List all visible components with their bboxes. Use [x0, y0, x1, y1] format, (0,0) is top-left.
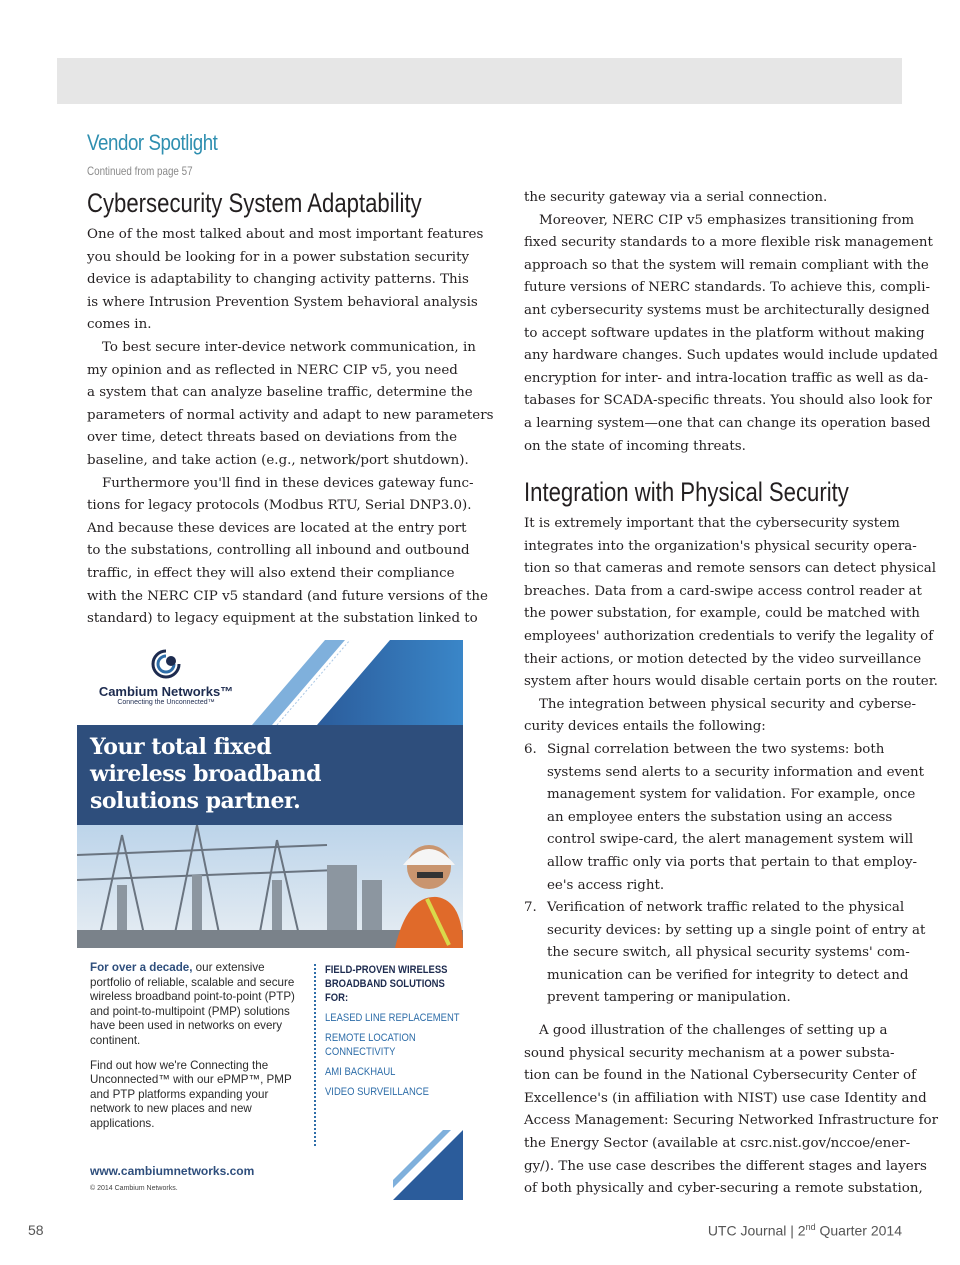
ad-solution-line: VIDEO SURVEILLANCE	[325, 1086, 429, 1098]
text-line: comes in.	[87, 317, 152, 333]
ad-solution-item	[325, 1011, 460, 1025]
text-line: curity devices entails the following:	[524, 719, 766, 735]
text-line: sound physical security mechanism at a power substa-	[524, 1045, 895, 1061]
text-line: encryption for inter- and intra-location traffic as well as da-	[524, 370, 929, 386]
ad-divider	[314, 964, 316, 1146]
list-number: 7.	[524, 900, 537, 916]
list-item	[524, 897, 926, 1010]
ad-solutions-heading-line: BROADBAND SOLUTIONS	[325, 978, 445, 990]
text-line: Furthermore you'll find in these devices gateway func-	[102, 475, 474, 491]
text-line: management system for validation. For example, once	[547, 787, 916, 803]
text-line: my opinion and as reflected in NERC CIP v5, you need	[87, 362, 458, 378]
text-line: system after hours would disable certain ports on the router.	[524, 674, 938, 690]
ad-body	[90, 961, 300, 1142]
text-line: the Energy Sector (available at csrc.nist.gov/nccoe/ener-	[524, 1136, 911, 1152]
text-line: you should be looking for in a power substation security	[87, 249, 470, 265]
cambium-advertisement	[77, 640, 463, 1200]
text-line: the secure switch, all physical security systems' com-	[547, 945, 910, 961]
ad-corner-stripes	[393, 1130, 463, 1200]
text-line: approach so that the system will remain compliant with the	[524, 257, 929, 273]
text-line: It is extremely important that the cybersecurity system	[524, 516, 900, 531]
left-column-text	[87, 224, 494, 631]
text-line: security devices: by setting up a single point of entry at	[547, 922, 926, 938]
text-line: a learning system—one that can change its operation based	[524, 415, 931, 431]
journal-quarter: Quarter 2014	[815, 1222, 902, 1239]
text-line: Access Management: Securing Networked Infrastructure for	[524, 1113, 938, 1129]
ad-headline-line: wireless broadband	[90, 761, 321, 787]
ad-headline	[90, 734, 340, 815]
text-line: Excellence's (in affiliation with NIST) use case Identity and	[524, 1090, 927, 1106]
text-line: an employee enters the substation using an access	[547, 809, 893, 825]
left-heading: Cybersecurity System Adaptability	[87, 188, 422, 218]
list-item	[524, 739, 925, 897]
text-line: future versions of NERC standards. To achieve this, compli-	[524, 280, 931, 296]
text-line: device is adaptability to changing activity patterns. This	[87, 272, 469, 288]
text-line: breaches. Data from a card-swipe access control reader at	[524, 583, 922, 599]
journal-sup: nd	[805, 1222, 816, 1232]
ad-solution-item	[325, 1031, 437, 1059]
text-line: control swipe-card, the alert management system will	[547, 832, 914, 848]
journal-footer	[708, 1222, 902, 1239]
ad-solution-line: AMI BACKHAUL	[325, 1066, 396, 1078]
text-line: the power substation, for example, could be matched with	[524, 606, 920, 622]
text-line: baseline, and take action (e.g., network/port shutdown).	[87, 452, 469, 468]
ad-solution-item	[325, 1065, 437, 1079]
ad-solution-item	[325, 1085, 437, 1099]
text-line: their actions, or motion detected by the video surveillance	[524, 651, 922, 667]
ad-brand: Cambium Networks™	[98, 684, 234, 699]
section-label: Vendor Spotlight	[87, 130, 218, 155]
ad-copyright: © 2014 Cambium Networks.	[90, 1185, 178, 1192]
text-line: to accept software updates in the platform without making	[524, 325, 925, 341]
text-line: the security gateway via a serial connection.	[524, 190, 828, 205]
text-line: on the state of incoming threats.	[524, 438, 746, 454]
ad-solution-line: LEASED LINE REPLACEMENT	[325, 1012, 460, 1024]
text-line: tion can be found in the National Cybersecurity Center of	[524, 1068, 917, 1084]
ad-solutions-heading-line: FIELD-PROVEN WIRELESS	[325, 964, 448, 976]
text-line: tabases for SCADA-specific threats. You should also look for	[524, 393, 933, 409]
text-line: systems send alerts to a security information and event	[547, 764, 925, 780]
text-line: ee's access right.	[547, 877, 665, 893]
text-line: gy/). The use case describes the different stages and layers	[524, 1158, 927, 1174]
ad-body-paragraph	[90, 961, 300, 1049]
text-line: of both physically and cyber-securing a remote substation,	[524, 1181, 923, 1197]
journal-name: UTC Journal | 2	[707, 1222, 806, 1239]
list-number: 6.	[524, 741, 537, 757]
right-column-top-text	[524, 187, 938, 458]
text-line: Moreover, NERC CIP v5 emphasizes transitioning from	[539, 212, 915, 228]
ad-solutions-heading	[325, 963, 448, 1005]
text-line: parameters of normal activity and adapt to new parameters	[87, 407, 494, 423]
text-line: employees' authorization credentials to verify the legality of	[524, 628, 934, 644]
ad-body-text: our extensive portfolio of reliable, scalable and secure wireless broadband point-to-point (PTP) and point-to-multipoint (PMP) solutions have been used in networks on every continent.	[90, 961, 295, 1047]
ad-logo	[91, 648, 241, 720]
page-number: 58	[28, 1222, 44, 1238]
ad-url[interactable]: www.cambiumnetworks.com	[90, 1164, 255, 1178]
numbered-list	[524, 739, 926, 1010]
spacer	[524, 1010, 909, 1020]
continued-note: Continued from page 57	[87, 164, 193, 178]
text-line: tion so that cameras and remote sensors can detect physical	[524, 561, 936, 577]
text-line: ant cybersecurity systems must be architecturally designed	[524, 302, 930, 318]
text-line: A good illustration of the challenges of setting up a	[539, 1023, 888, 1039]
ad-solutions-heading-line: FOR:	[325, 992, 349, 1004]
ad-solution-line: CONNECTIVITY	[325, 1046, 396, 1058]
text-line: munication can be verified for integrity to detect and	[547, 967, 909, 983]
text-line: Verification of network traffic related to the physical	[547, 900, 905, 916]
ad-body-paragraph: Find out how we're Connecting the Unconnected™ with our ePMP™, PMP and PTP platforms expanding your network to new places and new applications.	[90, 1058, 292, 1130]
right-heading: Integration with Physical Security	[524, 477, 849, 507]
text-line: a system that can analyze baseline traffic, determine the	[87, 385, 473, 401]
text-line: traffic, in effect they will also extend their compliance	[87, 565, 455, 581]
text-line: with the NERC CIP v5 standard (and future versions of the	[87, 588, 488, 604]
ad-solution-line: REMOTE LOCATION	[325, 1032, 416, 1044]
cambium-logo-icon	[149, 648, 183, 680]
text-line: The integration between physical security and cyberse-	[539, 696, 917, 712]
text-line: standard) to legacy equipment at the substation linked to	[87, 611, 478, 627]
ad-headline-line: Your total fixed	[90, 734, 272, 760]
text-line: to the substations, controlling all inbound and outbound	[87, 543, 470, 559]
text-line: over time, detect threats based on deviations from the	[87, 430, 458, 446]
text-line: prevent tampering or manipulation.	[547, 990, 791, 1006]
text-line: tions for legacy protocols (Modbus RTU, Serial DNP3.0).	[87, 498, 472, 514]
text-line: any hardware changes. Such updates would include updated	[524, 348, 938, 364]
text-line: is where Intrusion Prevention System behavioral analysis	[87, 294, 478, 310]
text-line: To best secure inter-device network communication, in	[102, 339, 476, 355]
text-line: Signal correlation between the two systems: both	[547, 741, 885, 757]
text-line: One of the most talked about and most important features	[87, 227, 484, 242]
ad-headline-line: solutions partner.	[90, 788, 301, 814]
text-line: And because these devices are located at the entry port	[87, 520, 467, 536]
ad-body-lead: For over a decade,	[90, 961, 193, 974]
right-column-body	[524, 513, 938, 1201]
ad-tagline: Connecting the Unconnected™	[117, 699, 215, 706]
text-line: allow traffic only via ports that pertain to that employ-	[547, 854, 918, 870]
ad-solutions-list	[325, 963, 460, 1105]
top-band	[57, 58, 902, 104]
text-line: fixed security standards to a more flexible risk management	[524, 235, 933, 251]
ad-substation-photo	[77, 825, 463, 948]
text-line: integrates into the organization's physical security opera-	[524, 538, 917, 554]
